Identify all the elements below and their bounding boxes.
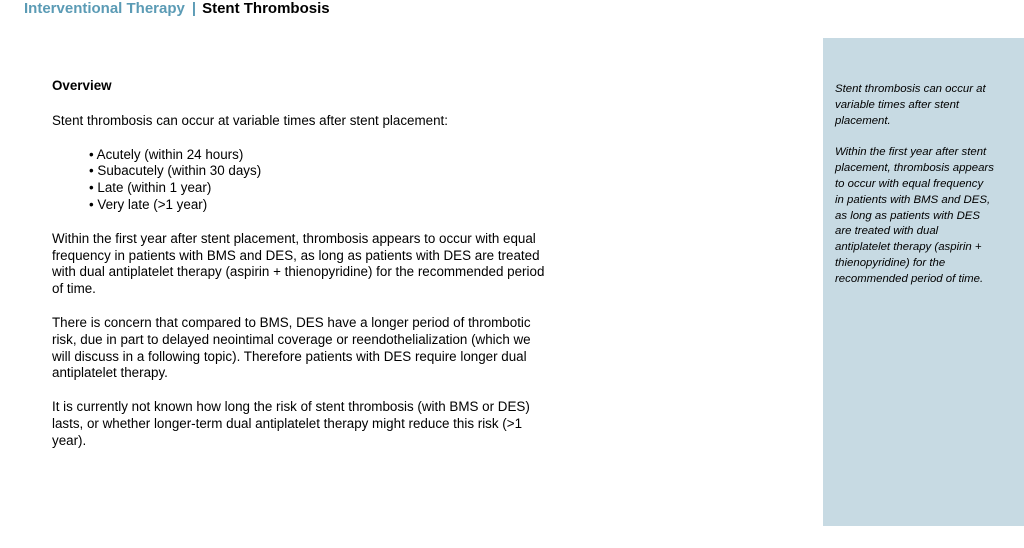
list-item: • Very late (>1 year)	[89, 196, 208, 212]
sidebar-note	[835, 82, 995, 288]
intro-paragraph: Stent thrombosis can occur at variable times after stent placement:	[52, 112, 448, 128]
list-item: • Acutely (within 24 hours)	[89, 146, 244, 162]
list-item: • Subacutely (within 30 days)	[89, 163, 262, 179]
page-header	[24, 0, 330, 18]
topic-title: Stent Thrombosis	[202, 0, 330, 17]
list-item: • Late (within 1 year)	[89, 180, 212, 196]
sidebar-note-2: Within the first year after stent placement, thrombosis appears to occur with equal frequency in patients with BMS and DES, as long as patients with DES are treated with dual antiplatelet therapy (aspirin + thienopyridine) for the recommended period of time.	[835, 146, 994, 285]
sidebar-panel	[823, 38, 1024, 526]
paragraph-first-year: Within the first year after stent placement, thrombosis appears to occur with equal frequency in patients with BMS and DES, as long as patients with DES are treated with dual antiplatelet therapy (aspirin + thienopyridine) for the recommended period of time.	[52, 230, 545, 297]
paragraph-des-concern: There is concern that compared to BMS, DES have a longer period of thrombotic risk, due in part to delayed neointimal coverage or reendothelialization (which we will discuss in a following topic). Therefore patients with DES require longer dual antiplatelet therapy.	[52, 314, 531, 381]
header-separator: |	[191, 0, 197, 17]
main-content	[52, 78, 552, 467]
timing-list	[52, 147, 552, 214]
section-heading: Overview	[52, 78, 112, 93]
sidebar-note-1: Stent thrombosis can occur at variable times after stent placement.	[835, 83, 986, 127]
paragraph-unknown-risk: It is currently not known how long the risk of stent thrombosis (with BMS or DES) lasts, or whether longer-term dual antiplatelet therapy might reduce this risk (>1 year).	[52, 399, 530, 448]
course-title: Interventional Therapy	[24, 0, 185, 17]
